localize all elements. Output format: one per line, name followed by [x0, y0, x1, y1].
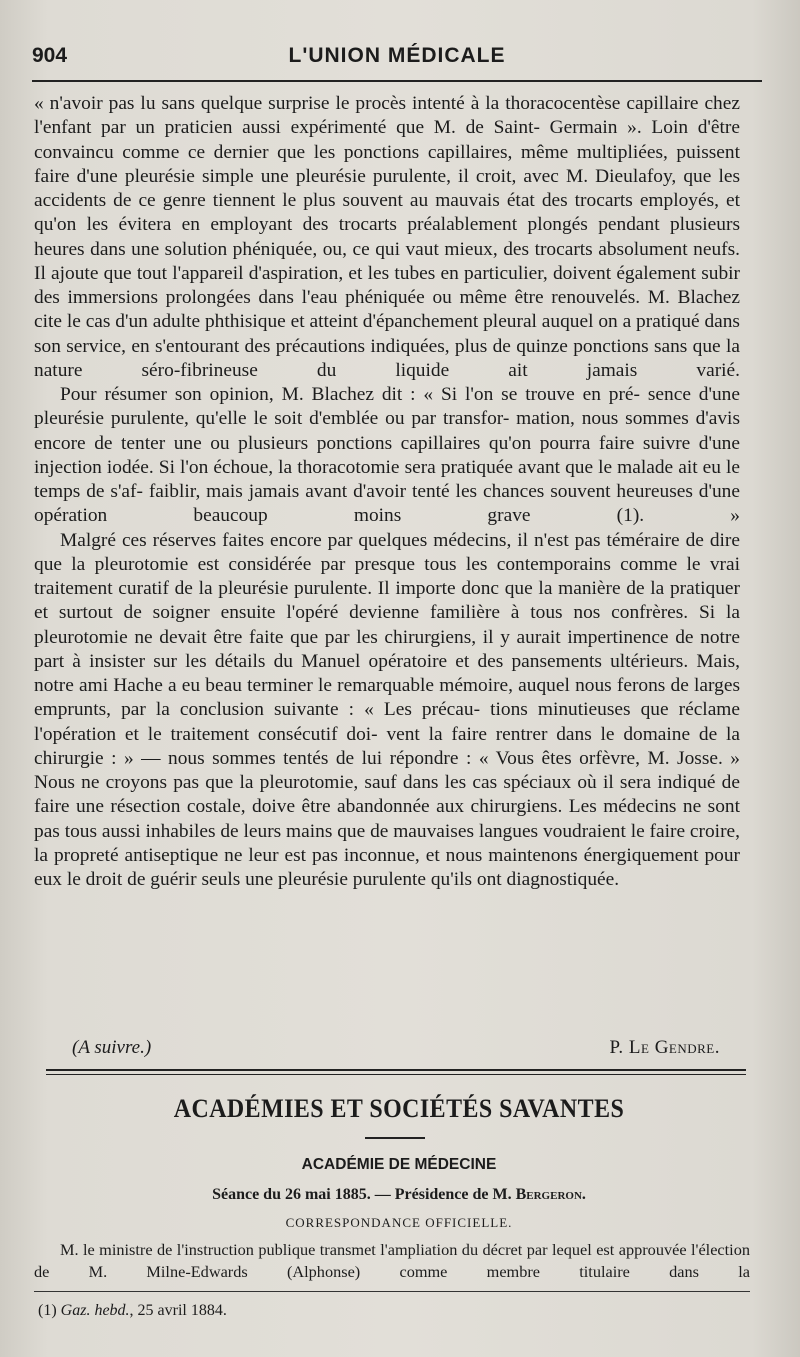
footnote-marker: (1)	[38, 1302, 57, 1319]
correspondence-paragraph	[34, 1239, 750, 1283]
text-line: trocarts absolument neufs. Il ajoute que tout l'appareil d'aspiration, et les	[34, 238, 740, 284]
text-line: Malgré ces réserves faites encore par quelques médecins, il n'est pas	[60, 529, 601, 551]
section-divider-bottom	[46, 1074, 746, 1075]
text-line: adulte phthisique et atteint d'épanchement pleural auquel on a pratiqué	[152, 311, 700, 333]
text-line: la thoracotomie sera pratiquée avant que le malade ait eu le temps de s'af-	[34, 456, 740, 502]
text-line: contemporains comme le vrai traitement curatif de la pleurésie purulente.	[34, 553, 740, 599]
running-head	[32, 44, 762, 74]
text-line: médecins ne sont pas tous aussi inhabiles de leurs mains que de mauvaises	[34, 796, 740, 842]
article-paragraph-3	[34, 529, 740, 893]
text-line: faire une résection costale, doive être abandonnée aux chirurgiens. Les	[34, 796, 597, 818]
text-line: pleurésie purulente, il croit, avec M. Dieulafoy, que les accidents de ce	[34, 165, 740, 211]
to-be-continued: (A suivre.)	[72, 1037, 152, 1058]
text-line: langues voudraient le faire croire, la propreté antiseptique ne leur est pas	[34, 820, 740, 866]
text-line: l'opéré devienne familière à tous nos confrères. Si la pleurotomie ne devait	[34, 602, 740, 648]
section-heading: ACADÉMIES ET SOCIÉTÉS SAVANTES	[173, 1094, 625, 1123]
text-line: seuls une pleurésie purulente qu'ils ont diagnostiquée.	[201, 869, 620, 890]
footnote-rule	[34, 1291, 750, 1292]
text-line: dans l'eau phéniquée ou même être renouvelés. M. Blachez cite le cas d'un	[34, 287, 740, 333]
text-line: Il importe donc que la manière de la pratiquer et surtout de soigner ensuite	[34, 578, 740, 624]
journal-title: L'UNION MÉDICALE	[288, 44, 506, 67]
text-line: inconnue, et nous maintenons énergiquement pour eux le droit de guérir	[34, 844, 740, 890]
text-line: capillaire chez l'enfant par un praticien aussi expérimenté que M. de Saint-	[34, 93, 740, 139]
text-line: faiblir, mais jamais avant d'avoir tenté les chances souvent heureuses	[148, 481, 693, 502]
article-signoff	[34, 1037, 740, 1063]
session-line	[34, 1186, 764, 1204]
text-line: nous ferons de larges emprunts, par la conclusion suivante : « Les précau-	[34, 675, 740, 721]
header-rule	[32, 80, 762, 82]
text-line: être faite que par les chirurgiens, il y aurait impertinence de notre part à	[34, 626, 740, 672]
text-line: approuvée l'élection de M. Milne-Edwards (Alphonse) comme membre titulaire dans la	[34, 1240, 750, 1281]
text-line: dans son service, en s'entourant des précautions indiquées, plus de quinze	[34, 311, 740, 357]
text-line: capillaires, même multipliées, puissent faire d'une pleurésie simple une	[34, 141, 740, 187]
text-line: pas que la pleurotomie, sauf dans les cas spéciaux où il sera indiqué de	[173, 772, 740, 793]
session-president: Bergeron.	[515, 1186, 586, 1203]
correspondence-heading: CORRESPONDANCE OFFICIELLE.	[285, 1215, 513, 1230]
footnote	[38, 1302, 227, 1320]
section-divider-top	[46, 1069, 746, 1071]
text-line: qu'on les évitera en employant des trocarts préalablement plongés pendant	[34, 214, 660, 236]
text-line: genre tiennent le plus souvent au mauvais état des trocarts employés, et	[162, 190, 740, 211]
text-line: plusieurs heures dans une solution phéniquée, ou, ce qui vaut mieux, des	[34, 214, 740, 260]
text-line: tubes en particulier, doivent également subir des immersions prolongées	[34, 262, 740, 308]
text-line: d'une opération beaucoup moins grave (1). »	[34, 481, 740, 527]
text-line: insister sur les détails du Manuel opératoire et des pansements ultérieurs.	[89, 650, 689, 672]
article-paragraph-1	[34, 92, 740, 383]
text-line: sence d'une pleurésie purulente, qu'elle le soit d'emblée ou par transfor-	[34, 384, 740, 430]
article-body	[34, 92, 740, 892]
footnote-date: , 25 avril 1884.	[129, 1302, 227, 1319]
text-line: vent la faire rentrer dans le domaine de la chirurgie : » — nous sommes	[34, 723, 740, 769]
text-line: tentés de lui répondre : « Vous êtes orfèvre, M. Josse. » Nous ne croyons	[34, 747, 740, 793]
text-line: Mais, notre ami Hache a eu beau terminer le remarquable mémoire, auquel	[34, 650, 740, 696]
text-line: « n'avoir pas lu sans quelque surprise le procès intenté à la thoracocentèse	[34, 93, 621, 114]
text-line: téméraire de dire que la pleurotomie est considérée par presque tous les	[34, 529, 740, 575]
text-line: Pour résumer son opinion, M. Blachez dit : « Si l'on se trouve en pré-	[60, 384, 640, 405]
text-line: tions minutieuses que réclame l'opération et le traitement consécutif doi-	[34, 699, 740, 745]
text-line: mation, nous sommes d'avis encore de tenter une ou plusieurs ponctions	[34, 408, 740, 454]
footnote-source: Gaz. hebd.	[60, 1302, 130, 1319]
text-line: ponctions sans que la nature séro-fibrineuse du liquide ait jamais varié.	[34, 335, 740, 381]
text-line: Germain ». Loin d'être convaincu comme ce dernier que les ponctions	[34, 117, 740, 163]
article-paragraph-2	[34, 383, 740, 529]
academy-name: ACADÉMIE DE MÉDECINE	[301, 1156, 497, 1173]
article-author: P. Le Gendre.	[609, 1037, 720, 1058]
session-details: Séance du 26 mai 1885. — Présidence de M.	[212, 1186, 512, 1203]
page-number: 904	[32, 44, 68, 67]
text-line: M. le ministre de l'instruction publique transmet l'ampliation du décret par lequel est	[60, 1240, 615, 1259]
correspondence-text	[34, 1239, 750, 1283]
heading-rule	[365, 1137, 425, 1139]
text-line: capillaires qu'on pourra faire suivre d'une injection iodée. Si l'on échoue,	[34, 432, 740, 478]
